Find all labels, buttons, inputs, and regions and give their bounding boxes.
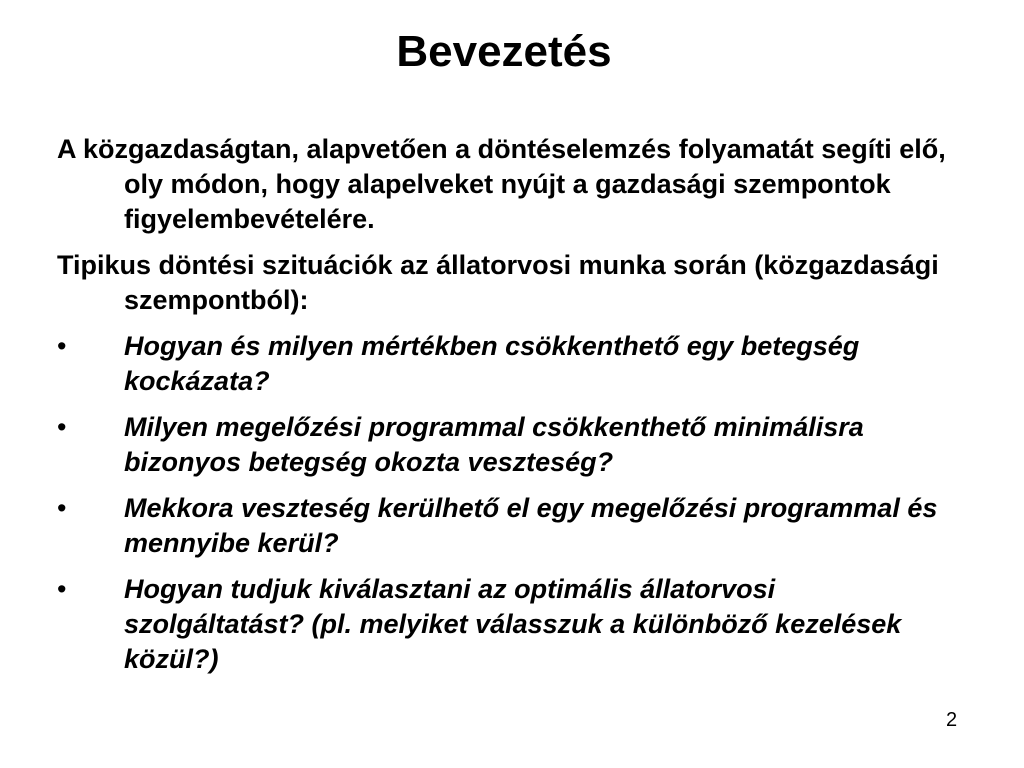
bullet-text: Hogyan és milyen mértékben csökkenthető egy betegség kockázata? (124, 331, 860, 396)
bullet-text: Mekkora veszteség kerülhető el egy megelőzési programmal és mennyibe kerül? (124, 493, 938, 558)
slide-body (57, 132, 962, 688)
bullet-marker: • (57, 331, 67, 361)
situations-paragraph: Tipikus döntési szituációk az állatorvosi munka során (közgazdasági szempontból): (57, 250, 939, 315)
slide-title: Bevezetés (396, 27, 612, 76)
bullet-text: Milyen megelőzési programmal csökkenthető minimálisra bizonyos betegség okozta veszteség? (124, 412, 864, 477)
page-number: 2 (946, 709, 958, 731)
bullet-marker: • (57, 493, 67, 523)
bullet-text: Hogyan tudjuk kiválasztani az optimális állatorvosi szolgáltatást? (pl. melyiket válasszuk a különböző kezelések közül?) (124, 574, 902, 674)
bullet-item (57, 410, 962, 480)
intro-paragraph: A közgazdaságtan, alapvetően a döntéselemzés folyamatát segíti elő, oly módon, hogy alapelveket nyújt a gazdasági szempontok figyelembevételére. (57, 134, 946, 234)
bullet-marker: • (57, 412, 67, 442)
bullet-item (57, 491, 962, 561)
bullet-item (57, 329, 962, 399)
bullet-marker: • (57, 574, 67, 604)
bullet-item (57, 572, 962, 677)
